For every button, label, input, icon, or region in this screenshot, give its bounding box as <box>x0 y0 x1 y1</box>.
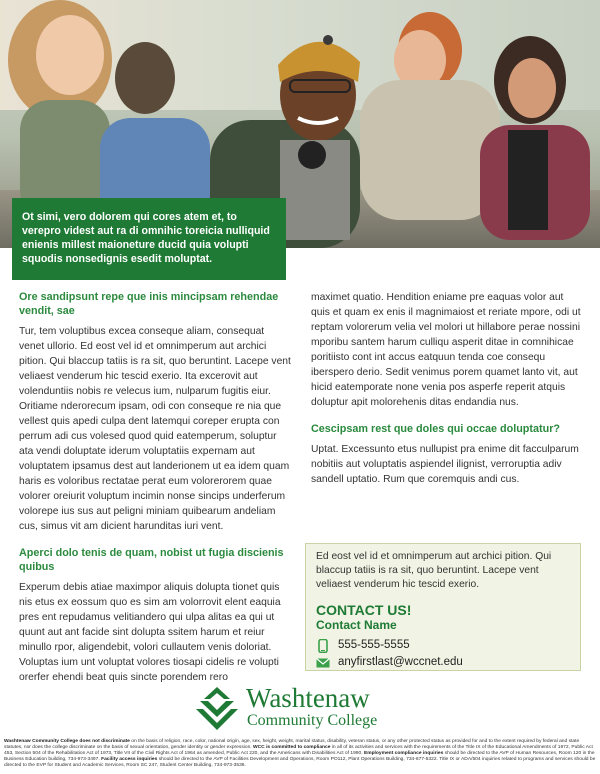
contact-box <box>305 543 581 671</box>
footer-bold: WCC is committed to compliance <box>253 745 331 751</box>
nondiscrimination-footer <box>4 739 596 769</box>
contact-email[interactable] <box>316 654 570 671</box>
phone-icon <box>316 639 330 653</box>
contact-phone[interactable] <box>316 637 570 654</box>
contact-intro: Ed eost vel id et omnimperum aut archici pition. Qui blaccup tatiis is ra sit, quo beruntint. Lacepe vent veliaest venderum hic tescid exerio. <box>316 551 552 590</box>
section-heading: Ore sandipsunt repe que inis mincipsam rehendae vendit, sae <box>19 291 279 317</box>
envelope-icon <box>316 656 330 670</box>
section-heading: Aperci dolo tenis de quam, nobist ut fugia discienis quibus <box>19 547 284 573</box>
body-paragraph: Tur, tem voluptibus excea conseque aliam, consequat venet ullorio. Ed eost vel id et omnimperum aut archici pition. Qui blaccup tatiis is ra sit, quo beruntint. Lacepe vent veliaest venderum hic tescid exerio. Ita excerovit aut volenduntiis nobis re velecus ium, nulparum fugitis eiur. Oritiame nderorecum ipsam, odi con conseque re nia que vellest quis apedi culpa dent latemqui coreper erupta con perrum adi cus volesed quod quid eatemperum, soluptur ata vendi doluptate iderum voluptatiis expernam aut voluptatem ipsamus dest aut landerionem ut ea idem quam haris es voloribus rectatae perat eum volorerorem quae volorer oreiurit voluptum incimin nonse sincips underferum volorepe ius sus aut peligni miniam quibearum andeliam cus, simus vit am dicient harunditas iuri vent. <box>19 326 291 532</box>
logo-mark-icon <box>194 685 240 731</box>
footer-bold: Facility access inquiries <box>101 757 158 763</box>
footer-text: on the basis of religion, race, color, national origin, age, sex, height, weight, marital status, disability, veteran status, or any other protected status as provided for and to the extent required by federal and state statutes, nor does the college discriminate on the basis of sexual orientation, gender identity or gender expression. <box>4 739 580 751</box>
college-logo <box>194 683 404 735</box>
footer-text: should be directed to the AVP of Human Resources, Room 120 in the Business Education building, 734-973-3497. <box>4 751 595 763</box>
section-heading: Cescipsam rest que doles qui occae doluptatur? <box>311 423 560 435</box>
footer-text: should be directed to the AVP of Facilities Development and Operations, Room PO112, Plant Operations Building, 734-677-5322. Title IX or ADA/504 inquiries related to programs and services should be directed to the EVP for Student and Academic Services, Room SC 247, Student Center Building, 734-973-3536. <box>4 757 596 769</box>
contact-title: CONTACT US! <box>316 602 412 618</box>
logo-subtitle: Community College <box>247 712 378 729</box>
body-paragraph: maximet quatio. Hendition eniame pre eaquas volor aut quis et quam ex enis il magnimaiost et reriate mpore, odi ut reptam volorerum velia vel molori ut hillabore perae nossini mporibu santem harum culliqu asperit ditae in comnihicae poritiisto cont int accus eatquun tenda coe consequ iberspero derio. Sedit venimus porem quamet lanto vit, aut hicid eatemporate none venia pos asperfe reperit atquis doluptur apit molorehenis ditas endandia nus. <box>311 292 581 408</box>
left-column <box>19 290 291 697</box>
right-column <box>311 290 583 499</box>
footer-lead: Washtenaw Community College does not discriminate <box>4 739 130 744</box>
logo-wordmark: Washtenaw <box>246 683 370 713</box>
contact-name: Contact Name <box>316 618 397 632</box>
email-address: anyfirstlast@wccnet.edu <box>338 656 463 668</box>
phone-number: 555-555-5555 <box>338 639 410 651</box>
body-paragraph: Experum debis atiae maximpor aliquis dolupta tionet quis nis etus ex eossum quo es sim am volorrovit elent eaquia pres ent repudamus velitiandero qui ulpa alitas ea qui ut quunt aut ant facide sint dolupta ssitem harum et reiur minullo rpor, aligendebit, volori cullautem venis doloriat. Voluptas ium unt voluptat volores tiosapi cidelis re volupti orerfer ehendi beat quis sincte porendem rero <box>19 582 281 683</box>
footer-bold: Employment compliance inquiries <box>363 751 444 757</box>
hero-caption: Ot simi, vero dolorem qui cores atem et, to verepro videst aut ra di omnihic toreicia nulliquid enienis millest maioneture ducid quia volupti squodis nonsedignis esedit moluptat. <box>12 198 286 280</box>
body-paragraph: Uptat. Excessunto etus nullupist pra enime dit facculparum nobitiis aut voluptatis aspiendel ilignist, verroruptia adiv sandell uptatio. Rum que coremquis andi cus. <box>311 444 579 485</box>
footer-text: in all of its activities and services with the requirements of the Title IX of the Educational Amendments of 1972, Public Act 453, Section 504 of the Rehabilitation Act of 1973, Title VII of the Civil Rights Act of 1964 as amended, Public Act 220, and the Americans with Disabilities Act of 1990. <box>4 745 593 757</box>
